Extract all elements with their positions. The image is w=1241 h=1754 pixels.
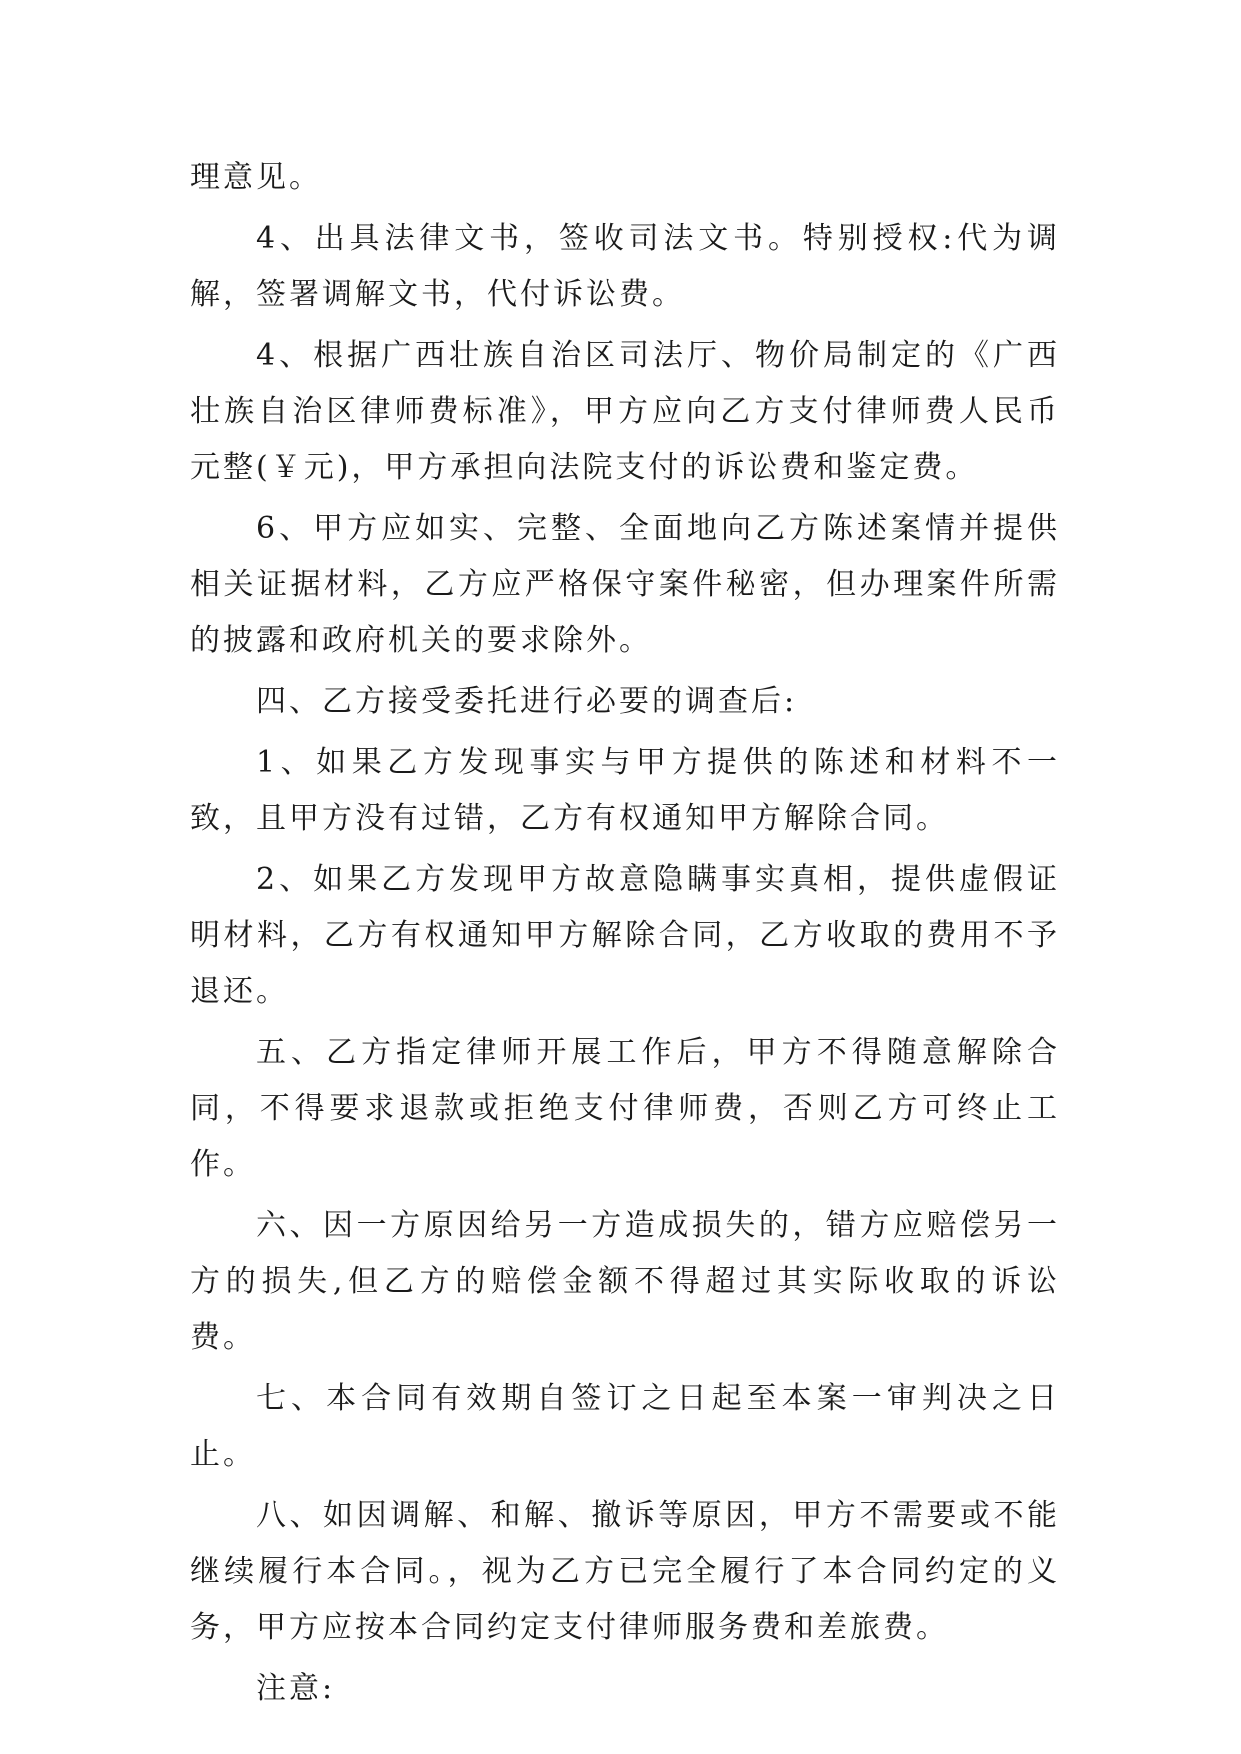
paragraph: 4、根据广西壮族自治区司法厅、物价局制定的《广西壮族自治区律师费标准》，甲方应向乙方支付律师费人民币元整(￥元)，甲方承担向法院支付的诉讼费和鉴定费。 <box>190 338 1060 485</box>
paragraph: 2、如果乙方发现甲方故意隐瞒事实真相，提供虚假证明材料，乙方有权通知甲方解除合同，乙方收取的费用不予退还。 <box>190 862 1060 1009</box>
paragraph: 六、因一方原因给另一方造成损失的，错方应赔偿另一方的损失,但乙方的赔偿金额不得超过其实际收取的诉讼费。 <box>190 1208 1060 1355</box>
paragraph: 五、乙方指定律师开展工作后，甲方不得随意解除合同，不得要求退款或拒绝支付律师费，否则乙方可终止工作。 <box>190 1035 1060 1182</box>
paragraph: 四、乙方接受委托进行必要的调查后: <box>256 684 798 719</box>
paragraph: 1、如果乙方发现事实与甲方提供的陈述和材料不一致，且甲方没有过错，乙方有权通知甲方解除合同。 <box>190 745 1060 836</box>
document-body <box>190 150 1060 1722</box>
paragraph: 七、本合同有效期自签订之日起至本案一审判决之日止。 <box>190 1381 1060 1472</box>
paragraph: 八、如因调解、和解、撤诉等原因，甲方不需要或不能继续履行本合同。，视为乙方已完全履行了本合同约定的义务，甲方应按本合同约定支付律师服务费和差旅费。 <box>190 1498 1060 1645</box>
paragraph: 4、出具法律文书，签收司法文书。特别授权:代为调解，签署调解文书，代付诉讼费。 <box>190 221 1060 312</box>
paragraph: 6、甲方应如实、完整、全面地向乙方陈述案情并提供相关证据材料，乙方应严格保守案件秘密，但办理案件所需的披露和政府机关的要求除外。 <box>190 511 1060 658</box>
paragraph: 注意: <box>256 1671 336 1706</box>
paragraph: 理意见。 <box>190 160 322 195</box>
